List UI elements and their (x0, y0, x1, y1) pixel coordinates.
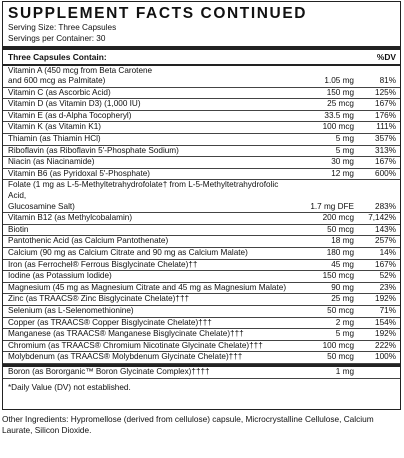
nutrient-amount: 100 mcg (288, 340, 360, 352)
table-row (3, 99, 400, 111)
nutrient-name: Molybdenum (as TRAACS® Molybdenum Glycinate Chelate)††† (3, 352, 288, 364)
nutrient-amount: 18 mg (288, 236, 360, 248)
table-row (3, 282, 400, 294)
nutrient-amount: 180 mg (288, 248, 360, 260)
nutrient-amount: 30 mg (288, 157, 360, 169)
nutrient-name: Folate (1 mg as L-5-Methyltetrahydrofolate† from L-5-Methyltetrahydrofolic Acid, Glucosamine Salt) (3, 180, 288, 213)
nutrient-dv: 167% (360, 259, 400, 271)
table-row (3, 259, 400, 271)
dv-footnote: *Daily Value (DV) not established. (8, 382, 131, 392)
nutrient-name: Selenium (as L-Selenomethionine) (3, 305, 288, 317)
nutrient-amount: 12 mg (288, 168, 360, 180)
column-header (3, 50, 400, 64)
nutrient-dv: 222% (360, 340, 400, 352)
nutrient-amount: 5 mg (288, 145, 360, 157)
table-row (3, 110, 400, 122)
nutrient-amount: 150 mg (288, 87, 360, 99)
nutrient-amount: 33.5 mg (288, 110, 360, 122)
nutrient-amount: 100 mcg (288, 122, 360, 134)
nutrient-dv: 81% (360, 66, 400, 88)
table-row (3, 224, 400, 236)
nutrient-dv: 14% (360, 248, 400, 260)
table-row (3, 236, 400, 248)
nutrient-dv: 167% (360, 99, 400, 111)
nutrient-name: Vitamin A (450 mcg from Beta Carotene and 600 mcg as Palmitate) (3, 66, 288, 88)
nutrient-dv: 192% (360, 329, 400, 341)
table-row (3, 248, 400, 260)
nutrient-amount: 1 mg (288, 367, 360, 378)
nutrient-name: Pantothenic Acid (as Calcium Pantothenate) (3, 236, 288, 248)
supplement-facts-panel (2, 1, 401, 410)
nutrient-dv: 600% (360, 168, 400, 180)
nutrient-dv: 52% (360, 271, 400, 283)
serving-size: Serving Size: Three Capsules (8, 23, 117, 32)
nutrient-amount: 1.7 mg DFE (288, 180, 360, 213)
nutrient-name: Copper (as TRAACS® Copper Bisglycinate Chelate)††† (3, 317, 288, 329)
nutrient-amount: 200 mcg (288, 213, 360, 225)
nutrient-dv: 176% (360, 110, 400, 122)
nutrient-dv: 154% (360, 317, 400, 329)
nutrient-name: Boron (as Bororganic™ Boron Glycinate Complex)†††† (3, 367, 288, 378)
nutrient-name: Vitamin C (as Ascorbic Acid) (3, 87, 288, 99)
nutrient-name: Riboflavin (as Riboflavin 5'-Phosphate Sodium) (3, 145, 288, 157)
table-row (3, 213, 400, 225)
nutrient-amount: 5 mg (288, 329, 360, 341)
nutrient-amount: 25 mg (288, 294, 360, 306)
nutrient-name: Iron (as Ferrochel® Ferrous Bisglycinate Chelate)†† (3, 259, 288, 271)
nutrient-name: Magnesium (45 mg as Magnesium Citrate and 45 mg as Magnesium Malate) (3, 282, 288, 294)
other-ingredients: Other Ingredients: Hypromellose (derived from cellulose) capsule, Microcrystalline Cellulose, Calcium Laurate, Silicon Dioxide. (2, 414, 374, 436)
nutrient-dv: 7,142% (360, 213, 400, 225)
boron-table (3, 367, 400, 379)
nutrient-dv: 313% (360, 145, 400, 157)
servings-per-container: Servings per Container: 30 (8, 34, 106, 43)
table-row (3, 157, 400, 169)
nutrient-amount: 150 mcg (288, 271, 360, 283)
nutrient-name: Iodine (as Potassium Iodide) (3, 271, 288, 283)
table-row (3, 122, 400, 134)
nutrient-table (3, 66, 400, 364)
nutrient-dv: 283% (360, 180, 400, 213)
nutrient-amount: 50 mcg (288, 224, 360, 236)
table-row (3, 367, 400, 378)
nutrient-name: Vitamin D (as Vitamin D3) (1,000 IU) (3, 99, 288, 111)
nutrient-amount: 25 mcg (288, 99, 360, 111)
nutrient-name: Niacin (as Niacinamide) (3, 157, 288, 169)
nutrient-dv: 71% (360, 305, 400, 317)
nutrient-dv: 23% (360, 282, 400, 294)
nutrient-name: Biotin (3, 224, 288, 236)
nutrient-name: Calcium (90 mg as Calcium Citrate and 90 mg as Calcium Malate) (3, 248, 288, 260)
nutrient-dv: 111% (360, 122, 400, 134)
nutrient-name: Chromium (as TRAACS® Chromium Nicotinate Glycinate Chelate)††† (3, 340, 288, 352)
nutrient-name: Manganese (as TRAACS® Manganese Bisglycinate Chelate)††† (3, 329, 288, 341)
table-row (3, 87, 400, 99)
nutrient-name: Vitamin E (as d-Alpha Tocopheryl) (3, 110, 288, 122)
panel-title: SUPPLEMENT FACTS CONTINUED (8, 5, 308, 22)
nutrient-amount: 45 mg (288, 259, 360, 271)
nutrient-dv: 357% (360, 134, 400, 146)
table-row (3, 294, 400, 306)
nutrient-amount: 90 mg (288, 282, 360, 294)
contains-header: Three Capsules Contain: (8, 52, 107, 62)
nutrient-dv (360, 367, 400, 378)
nutrient-name: Thiamin (as Thiamin HCl) (3, 134, 288, 146)
nutrient-name: Vitamin K (as Vitamin K1) (3, 122, 288, 134)
table-row (3, 66, 400, 88)
nutrient-name: Zinc (as TRAACS® Zinc Bisglycinate Chelate)††† (3, 294, 288, 306)
nutrient-amount: 2 mg (288, 317, 360, 329)
nutrient-dv: 192% (360, 294, 400, 306)
nutrient-amount: 5 mg (288, 134, 360, 146)
table-row (3, 145, 400, 157)
table-row (3, 271, 400, 283)
table-row (3, 168, 400, 180)
nutrient-name: Vitamin B12 (as Methylcobalamin) (3, 213, 288, 225)
table-row (3, 134, 400, 146)
dv-header: %DV (376, 52, 396, 62)
table-row (3, 305, 400, 317)
nutrient-dv: 143% (360, 224, 400, 236)
table-row (3, 317, 400, 329)
nutrient-dv: 167% (360, 157, 400, 169)
nutrient-dv: 125% (360, 87, 400, 99)
table-row (3, 180, 400, 213)
nutrient-dv: 257% (360, 236, 400, 248)
table-row (3, 329, 400, 341)
nutrient-amount: 50 mcg (288, 305, 360, 317)
nutrient-amount: 50 mcg (288, 352, 360, 364)
nutrient-dv: 100% (360, 352, 400, 364)
nutrient-name: Vitamin B6 (as Pyridoxal 5'-Phosphate) (3, 168, 288, 180)
table-row (3, 340, 400, 352)
table-row (3, 352, 400, 364)
nutrient-amount: 1.05 mg (288, 66, 360, 88)
